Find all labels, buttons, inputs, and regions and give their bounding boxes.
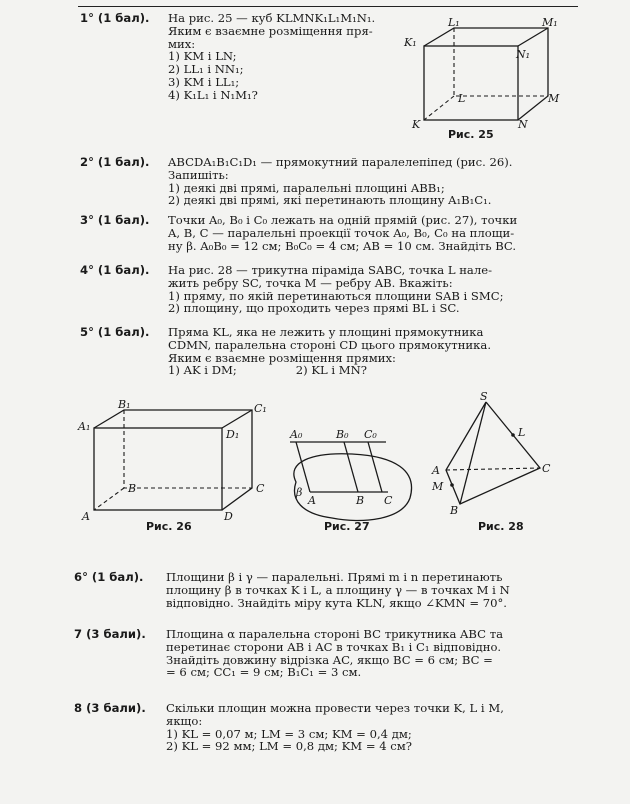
label-D: D [224, 510, 233, 523]
box-front-face [94, 428, 222, 510]
problem-text [168, 156, 512, 207]
problem-line: 3) KM і LL₁; [168, 74, 240, 89]
problem-line: 2) KL = 92 мм; LM = 0,8 дм; KM = 4 см? [166, 739, 413, 754]
box-back-edges [94, 410, 252, 510]
problem-number: 6° (1 бал). [74, 570, 144, 584]
label-K: K [412, 118, 421, 131]
label-C0: C₀ [364, 428, 377, 441]
label-L: L [518, 426, 526, 439]
problem-line: Скільки площин можна провести через точки K, L і M, [166, 701, 504, 715]
problem-line: Яким є взаємне розміщення прямих: [168, 350, 396, 365]
figure-25-cube [398, 14, 573, 144]
figure-caption: Рис. 26 [146, 520, 192, 533]
problem-text [166, 628, 503, 679]
problem-line: Пряма KL, яка не лежить у площині прямокутника [168, 325, 484, 339]
problem-line: 2) площину, що проходить через прямі BL і SC. [168, 301, 460, 316]
label-M1: M₁ [542, 16, 558, 29]
problem-line: площину β в точках K і L, а площину γ — в точках M і N [166, 582, 510, 597]
box-edge [222, 410, 252, 428]
problem-line: 1) пряму, по якій перетинаються площини SAB і SMC; [168, 288, 504, 303]
pyramid-hidden-edge-AC [446, 468, 540, 470]
problem-line: жить ребру SC, точка M — ребру AB. Вкажіть: [168, 275, 453, 290]
pyramid-edge-SB [460, 402, 486, 504]
problem-text [166, 702, 504, 753]
label-A: A [82, 510, 90, 523]
problem-number: 7 (3 бали). [74, 627, 146, 641]
label-L: L [458, 92, 466, 105]
figure-caption: Рис. 25 [448, 128, 494, 141]
problem-number: 2° (1 бал). [80, 155, 150, 169]
problem-text [166, 571, 510, 609]
problem-number: 4° (1 бал). [80, 263, 150, 277]
problem-line: Точки A₀, B₀ і C₀ лежать на одній прямій (рис. 27), точки [168, 213, 518, 227]
cube-front-face [424, 46, 518, 120]
problem-line: A, B, C — паралельні проекції точок A₀, B₀, C₀ на площи- [168, 225, 515, 240]
label-C: C [542, 462, 551, 475]
label-A: A [432, 464, 440, 477]
problem-number: 3° (1 бал). [80, 213, 150, 227]
problem-line: Запишіть: [168, 167, 229, 182]
label-B: B [356, 494, 365, 507]
problem-line: = 6 см; CC₁ = 9 см; B₁C₁ = 3 см. [166, 665, 362, 680]
problem-line: 4) K₁L₁ і N₁M₁? [168, 87, 258, 102]
problem-text [168, 12, 375, 102]
label-K1: K₁ [404, 36, 417, 49]
problem-line: Знайдіть довжину відрізка AC, якщо BC = 6 см; BC = [166, 652, 493, 667]
problem-number: 5° (1 бал). [80, 325, 150, 339]
problem-line: ABCDA₁B₁C₁D₁ — прямокутний паралелепіпед (рис. 26). [168, 155, 513, 169]
label-A: A [308, 494, 316, 507]
label-B: B [128, 482, 137, 495]
label-C1: C₁ [254, 402, 267, 415]
pyramid-visible-edges [446, 402, 540, 504]
label-B: B [450, 504, 459, 517]
label-C: C [256, 482, 265, 495]
projection-C [368, 442, 382, 492]
problem-line: відповідно. Знайдіть міру кута KLN, якщо ∠KMN = 70°. [166, 595, 507, 610]
problem-number: 8 (3 бали). [74, 701, 146, 715]
problem-text [168, 264, 504, 315]
label-N: N [518, 118, 528, 131]
problem-line: 1) KL = 0,07 м; LM = 3 см; KM = 0,4 дм; [166, 726, 412, 741]
label-S: S [480, 392, 488, 403]
problem-line: мих: [168, 36, 196, 51]
problem-line: На рис. 28 — трикутна піраміда SABC, точка L нале- [168, 263, 492, 277]
problem-number: 1° (1 бал). [80, 11, 150, 25]
problem-text [168, 214, 517, 252]
top-rule [78, 6, 578, 7]
problem-line: якщо: [166, 713, 203, 728]
point-M [450, 483, 454, 487]
figure-26-parallelepiped [74, 398, 284, 538]
problem-line: На рис. 25 — куб KLMNK₁L₁M₁N₁. [168, 11, 376, 25]
label-A1: A₁ [78, 420, 91, 433]
problem-line: 1) деякі дві прямі, паралельні площині ABB₁; [168, 180, 445, 195]
problem-line: 1) KM і LN; [168, 49, 237, 64]
projection-B [344, 442, 358, 492]
point-L [511, 433, 515, 437]
problem-line: 1) AK і DM; 2) KL і MN? [168, 363, 367, 378]
cube-edge [518, 28, 548, 46]
problem-line: Площина α паралельна стороні BC трикутника ABC та [166, 627, 504, 641]
problem-line: ну β. A₀B₀ = 12 см; B₀C₀ = 4 см; AB = 10 см. Знайдіть BC. [168, 238, 517, 253]
cube-hidden-edges [454, 28, 548, 96]
figure-27-projection [282, 420, 422, 538]
label-M: M [432, 480, 444, 493]
figure-28-pyramid [428, 392, 558, 538]
label-D1: D₁ [226, 428, 240, 441]
cube-hidden-edge [424, 96, 454, 120]
box-hidden-edge [94, 488, 124, 510]
label-M: M [548, 92, 560, 105]
label-C: C [384, 494, 393, 507]
label-L1: L₁ [448, 16, 460, 29]
problem-line: Яким є взаємне розміщення пря- [168, 23, 373, 38]
figure-caption: Рис. 28 [478, 520, 524, 533]
label-A0: A₀ [290, 428, 303, 441]
label-B0: B₀ [336, 428, 349, 441]
problem-line: перетинає сторони AB і AC в точках B₁ і C₁ відповідно. [166, 639, 502, 654]
label-beta: β [296, 486, 303, 499]
figure-caption: Рис. 27 [324, 520, 370, 533]
problem-line: CDMN, паралельна стороні CD цього прямокутника. [168, 337, 491, 352]
projection-A [296, 442, 310, 492]
problem-text [168, 326, 491, 377]
problem-line: Площини β і γ — паралельні. Прямі m і n перетинають [166, 570, 503, 584]
problem-line: 2) LL₁ і NN₁; [168, 62, 244, 77]
label-B1: B₁ [118, 398, 131, 411]
plane-beta-outline [294, 454, 412, 521]
label-N1: N₁ [516, 48, 531, 61]
problem-line: 2) деякі дві прямі, які перетинають площину A₁B₁C₁. [168, 193, 492, 208]
cube-back-edges [424, 28, 548, 120]
